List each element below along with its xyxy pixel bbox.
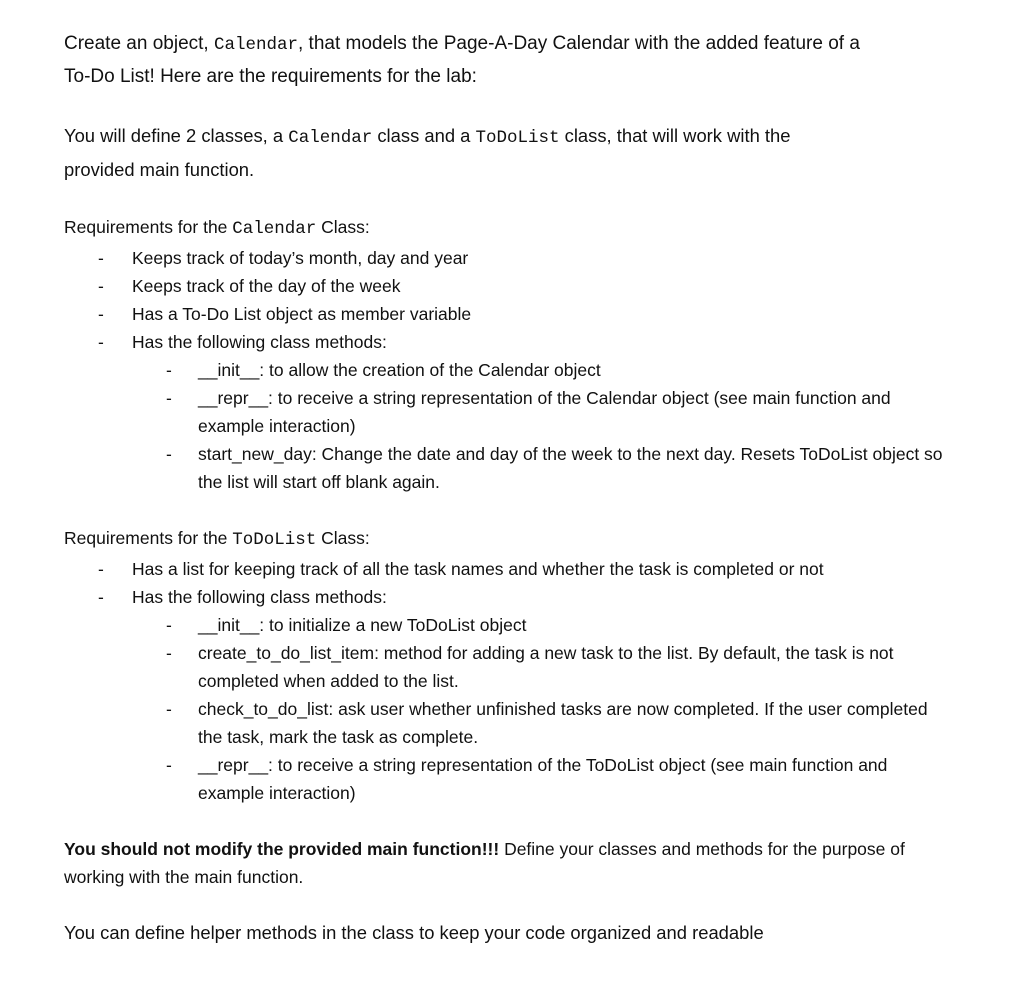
calendar-heading-start: Requirements for the [64, 217, 233, 237]
list-item: - Has the following class methods: [64, 328, 944, 356]
intro-text-line2: To-Do List! Here are the requirements for the lab: [64, 66, 477, 87]
method-item: - start_new_day: Change the date and day of the week to the next day. Resets ToDoList object so the list will start off blank again. [64, 440, 944, 496]
classes-intro-paragraph [64, 120, 944, 185]
classes-intro-start: You will define 2 classes, a [64, 125, 289, 146]
calendar-methods-list [64, 356, 944, 496]
warning-normal-text: Define your classes and methods for the purpose of working with the main function. [64, 839, 905, 887]
todolist-heading-code: ToDoList [232, 530, 317, 550]
method-item: - __repr__: to receive a string representation of the Calendar object (see main function and example interaction) [64, 384, 944, 440]
calendar-heading-end: Class: [316, 217, 370, 237]
todolist-class-code: ToDoList [475, 128, 560, 148]
list-item: - Has a To-Do List object as member variable [64, 300, 944, 328]
method-item: - __init__: to initialize a new ToDoList object [64, 611, 944, 639]
calendar-requirements-list [64, 244, 944, 356]
classes-intro-line2: provided main function. [64, 159, 255, 180]
calendar-requirements-section [64, 213, 944, 496]
list-item: - Has a list for keeping track of all the task names and whether the task is completed or not [64, 555, 944, 583]
todolist-methods-list [64, 611, 944, 807]
helper-methods-note: You can define helper methods in the class to keep your code organized and readable [64, 922, 764, 943]
intro-paragraph [64, 28, 944, 92]
todolist-requirements-list [64, 555, 944, 611]
todolist-heading-end: Class: [316, 528, 370, 548]
classes-intro-end: class, that will work with the [559, 125, 791, 146]
assignment-document [64, 28, 944, 947]
method-item: - create_to_do_list_item: method for adding a new task to the list. By default, the task is not completed when added to the list. [64, 639, 944, 695]
calendar-heading-code: Calendar [232, 219, 317, 239]
intro-text-end: , that models the Page-A-Day Calendar with the added feature of a [298, 33, 860, 54]
list-item: - Keeps track of today’s month, day and year [64, 244, 944, 272]
classes-intro-middle: class and a [372, 125, 476, 146]
todolist-requirements-heading [64, 524, 944, 555]
method-item: - __init__: to allow the creation of the Calendar object [64, 356, 944, 384]
calendar-class-code: Calendar [288, 128, 373, 148]
calendar-requirements-heading [64, 213, 944, 244]
intro-text-start: Create an object, [64, 33, 214, 54]
method-item: - check_to_do_list: ask user whether unfinished tasks are now completed. If the user completed the task, mark the task as complete. [64, 695, 944, 751]
list-item: - Keeps track of the day of the week [64, 272, 944, 300]
method-item: - __repr__: to receive a string representation of the ToDoList object (see main function and example interaction) [64, 751, 944, 807]
todolist-requirements-section [64, 524, 944, 807]
warning-bold-text: You should not modify the provided main function!!! [64, 839, 500, 859]
calendar-code: Calendar [213, 35, 298, 55]
todolist-heading-start: Requirements for the [64, 528, 233, 548]
list-item: - Has the following class methods: [64, 583, 944, 611]
main-function-warning [64, 835, 944, 891]
